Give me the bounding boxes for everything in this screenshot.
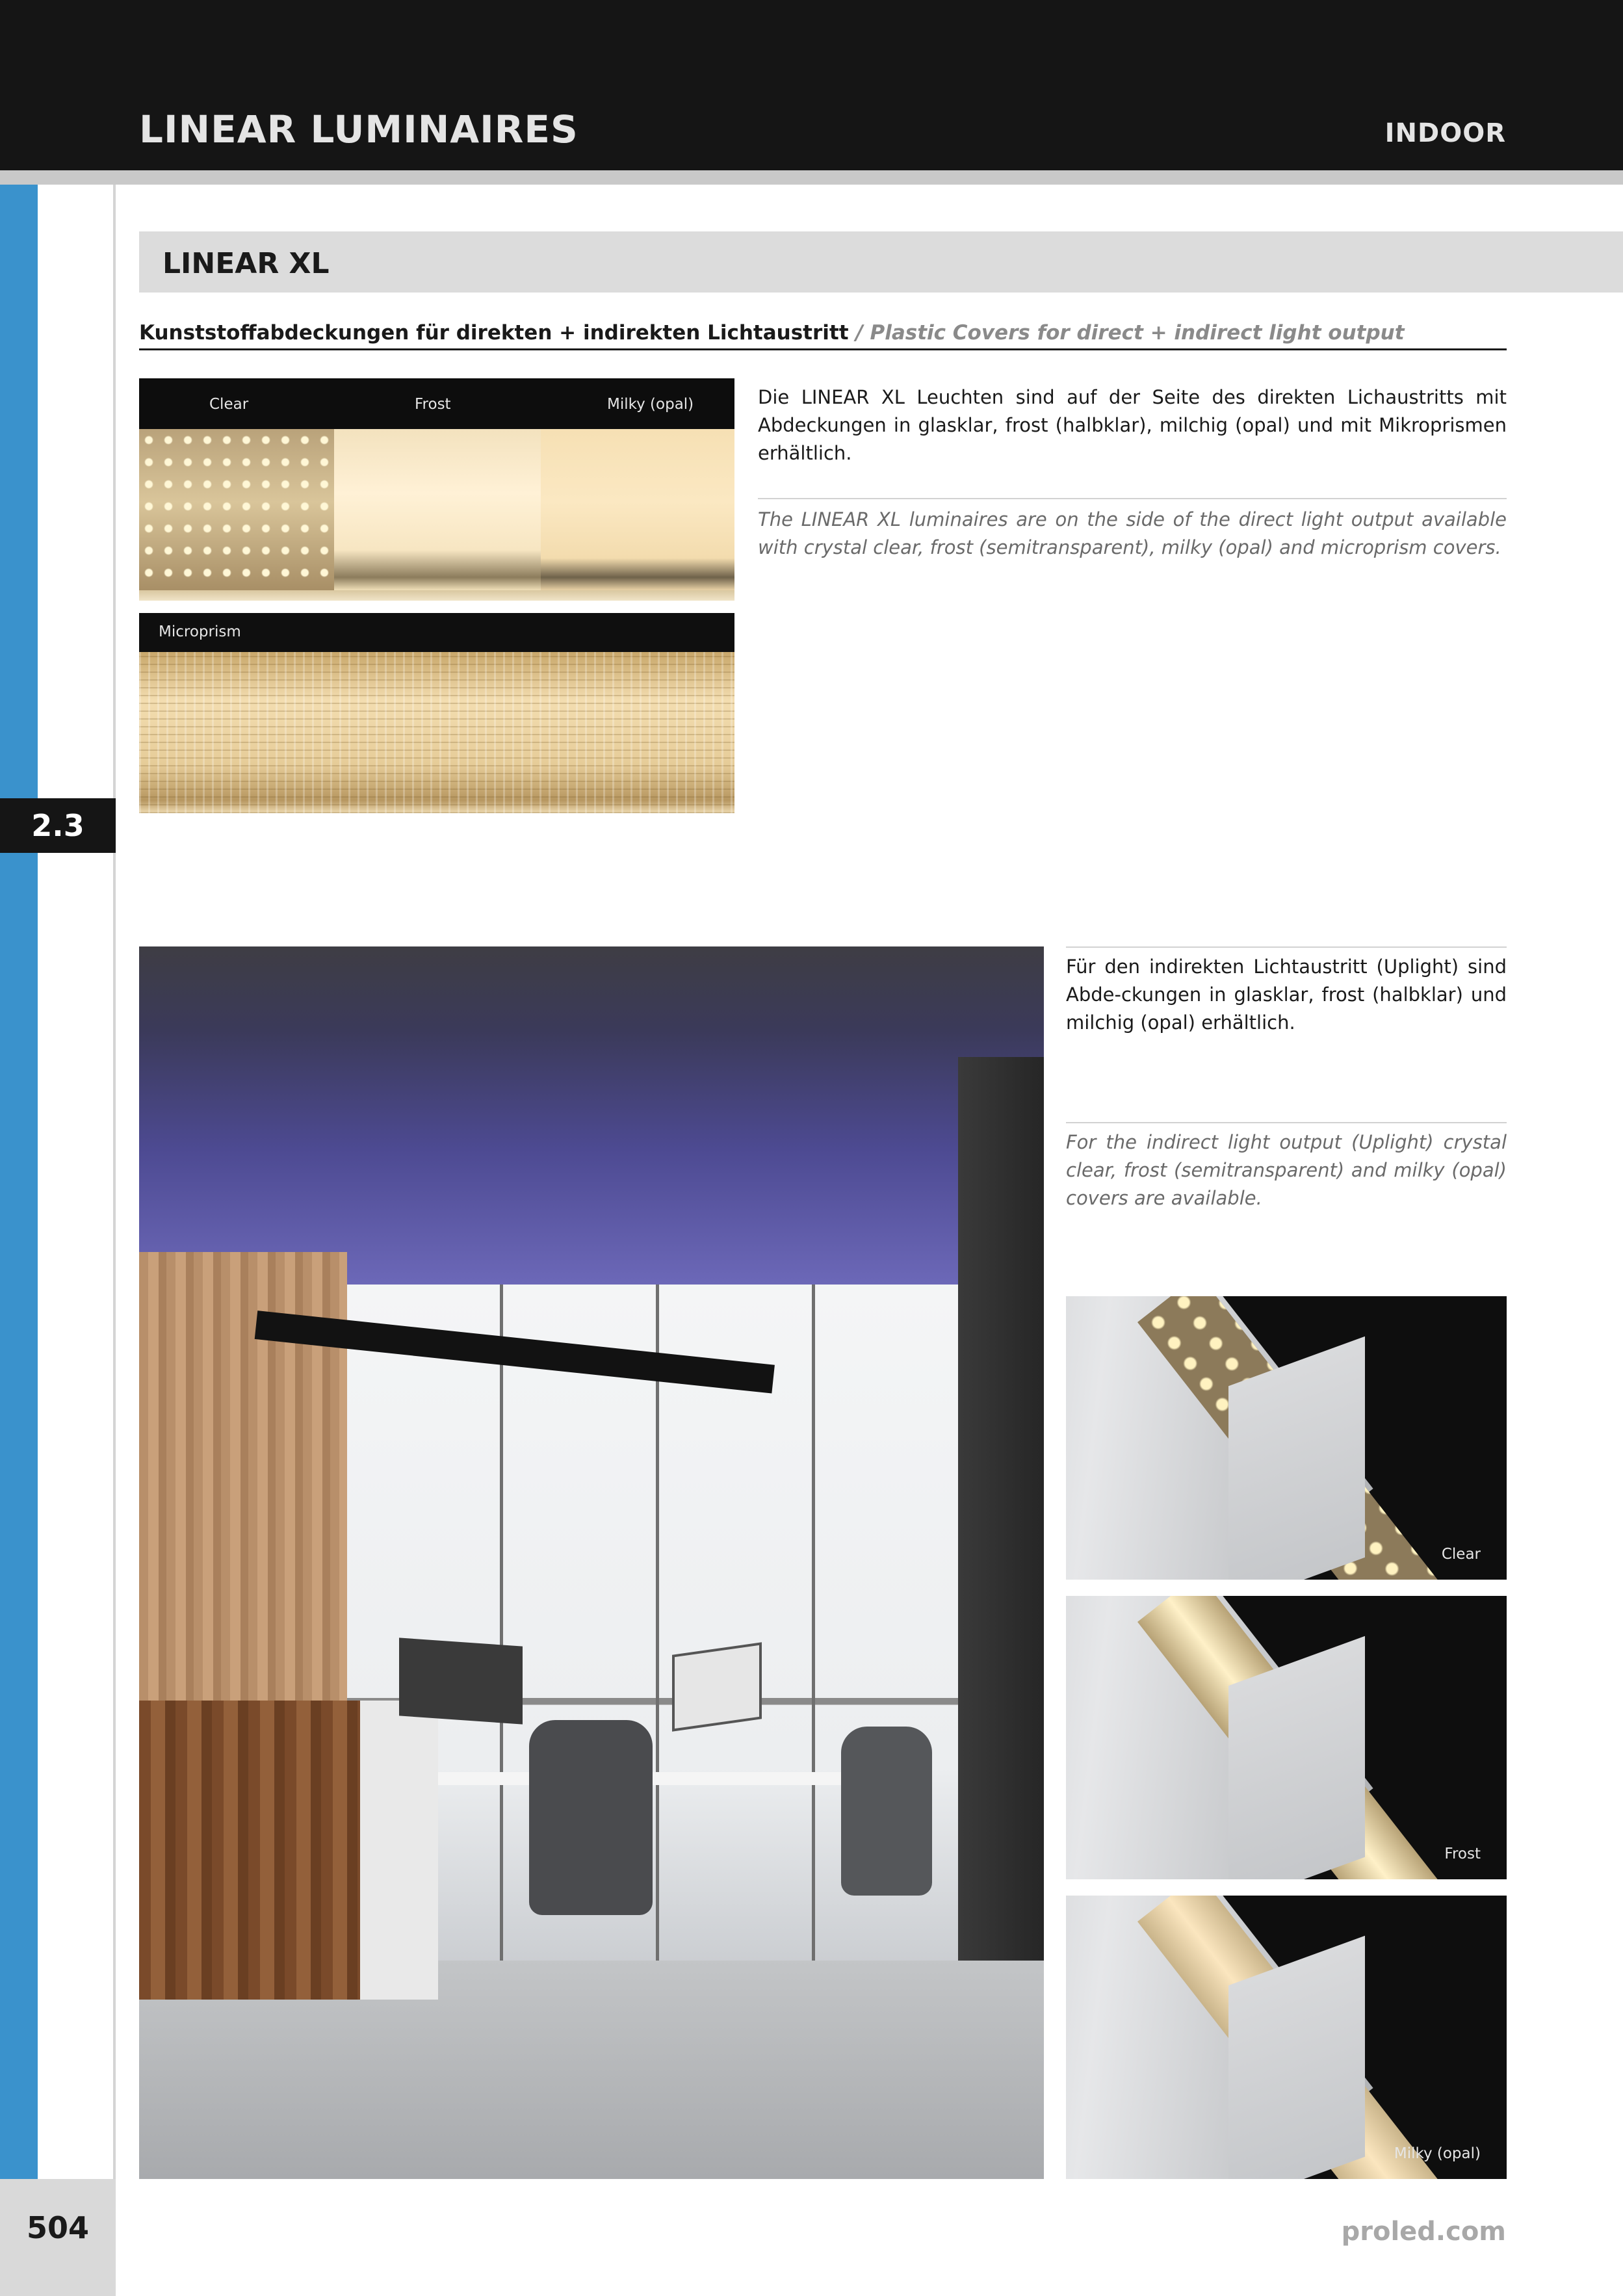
ceiling-uplight [139,946,1044,1285]
office-chair [529,1720,653,1915]
monitor [399,1637,523,1724]
direct-light-text-en: The LINEAR XL luminaires are on the side of the direct light output available with crystal clear, frost (semitransparent), milky (opal) and microprism covers. [758,508,1507,558]
monitor [672,1642,762,1731]
header-category: INDOOR [1384,118,1506,148]
header-divider [0,170,1623,185]
office-photo [139,946,1044,2179]
microprism-label: Microprism [159,623,241,640]
cover-label-clear: Clear [209,396,249,413]
milky-cover-sample [541,429,734,590]
side-accent-strip [0,185,38,2179]
subheading-rule [139,348,1507,350]
cover-samples-photo [139,378,734,601]
side-margin [38,185,113,2179]
profile-label-frost: Frost [1444,1846,1481,1862]
indirect-light-text-de: Für den indirekten Lichtaustritt (Uplight) sind Abde-ckungen in glasklar, frost (halbklar) und milchig (opal) erhältlich. [1066,956,1507,1034]
subheading-en: / Plastic Covers for direct + indirect light output [855,321,1405,345]
office-chair [841,1727,932,1896]
chapter-number: 2.3 [31,808,84,843]
cover-label-frost: Frost [415,396,451,413]
wood-cabinet [139,1701,360,2000]
website-link[interactable]: proled.com [1341,2217,1506,2247]
profile-milky-photo [1066,1896,1507,2179]
cover-label-milky: Milky (opal) [607,396,694,413]
indirect-light-text-en: For the indirect light output (Uplight) crystal clear, frost (semitransparent) and milky (opal) covers are available. [1066,1131,1507,1209]
text-divider [1066,946,1507,948]
header-title: LINEAR LUMINAIRES [139,107,578,151]
desk [438,1772,893,1785]
direct-light-text-de: Die LINEAR XL Leuchten sind auf der Seite des direkten Lichaustritts mit Abdeckungen in glasklar, frost (halbklar), milchig (opal) und mit Mikroprismen erhältlich. [758,386,1507,464]
text-divider [758,498,1507,499]
profile-frost-photo [1066,1596,1507,1879]
section-title: LINEAR XL [162,247,330,280]
subheading [139,321,1507,345]
section-bar [139,231,1623,293]
frost-cover-sample [334,429,541,590]
microprism-photo [139,613,734,813]
clear-cover-sample [139,429,334,590]
side-divider [113,185,116,2179]
cover-base-edge [139,590,734,601]
profile-clear-photo [1066,1296,1507,1580]
profile-label-clear: Clear [1441,1546,1481,1563]
text-divider [1066,1122,1507,1123]
cabinet-side [360,1701,438,2000]
microprism-cover-sample [139,652,734,813]
page-number: 504 [26,2210,90,2245]
profile-label-milky: Milky (opal) [1394,2145,1481,2162]
subheading-de: Kunststoffabdeckungen für direkten + indirekten Lichtaustritt [139,321,849,345]
